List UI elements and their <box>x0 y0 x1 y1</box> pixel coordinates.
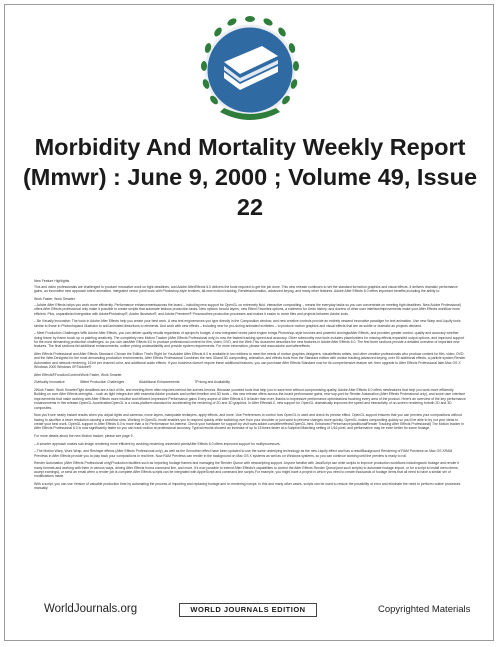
paragraph: – A smarter approach makes sub-image rendering more efficient by avoiding rendering unneeded pixelsAfter Effects 6.0 offers improved support for multiprocessors. <box>34 441 281 446</box>
footer-edition-badge: WORLD JOURNALS EDITION <box>179 603 317 617</box>
footer-site-link[interactable]: WorldJournals.org <box>44 603 138 615</box>
paragraph: After Effects®FunctionContent/Work Faster, Work Smarter <box>34 372 122 377</box>
contents-item: 3Meet Production Challenges <box>79 380 125 385</box>
paragraph: Now you'll see nearly instant results when you adjust lights and cameras, move layers, manipulate textlayers, apply effects, and more. Use Preferences to control how OpenGL is used and check its precise effect. OpenGL support ensures that you can preview your compositions without having to sacrifice a lower resolution causing a workflow slow. Working in OpenGL mode enables you to respond quickly while switching over from your shoulder or just want to preview changes more quickly. OpenGL makes compositing quickly so you'll be able to try out your ideas to create your best work. OpenGL support in After Effects 6.0 is more than a 6x Performance for-interest. Check your hardware for support by visit www.adobe.com/aftereffects/OpenGL.html. Enhanced Performance(anditionalRender Tracking After Effects Professional) The Motion tracker in After Effects Professional 6.0 is now significantly faster so you can track motion at professional accuracy. Typical results showed an increase of up to 15 times faster at a Subpixel Matching setting of 1/16 pixel, and performance may be even better for some footage. <box>34 413 464 431</box>
paragraph: With a script, you can use Version of valuable production time by automating the process of importing and replacing footage and re-rendering comps. In this and many other cases, scripts can be used to reduce the possibility of error and eliminate the need to perform routine processes manually. <box>34 482 461 491</box>
paragraph: 2Work Faster, Work SmarterTight deadlines are a fact of life, and meeting them often requires behind-the-scenes heroics. Because youneed tools that help you to save time without compromising quality, Adobe After Effects 6.0 offers newfeatures that help you work more efficiently. Building on core After Effects strengths – such as tight integra-tion with essential Adobe products and unified timeline and 3D tools – this new release offers across-the-board performance gains, new sup-port for Render Automation (After Effects Professional only), and some user interface improvements that make working with After Effects more intuitive and efficient.Impressive Performance gains Every aspect of After Effects 6.0 is faster than ever, thanks to impressive performance optimizations touching every area of the product. Here's an overview of the key performance enhancements in this release.OpenGL AccelerationOpenGL is a cross-platform standard for accelerating the rendering of 2D and 3D graphics. In After Effects6.0, new support for OpenGL dramatically improves the speed and interactivity of on-screen rendering forboth 2D and 3D composites. <box>34 388 466 410</box>
paragraph: After Effects Professional and After Effects Standard: Choose the Edition That's Right for YouAdobe After Effects 6.0 is available in two editions to meet the needs of motion graphics designers, visualeffects artists, and other creative professionals who produce content for film, video, DVD, and the Web.Designed for the most demanding production environments, After Effects Professional Combines the new 3Dand 3D compositing, animation, and effects tools from the Standard edition with motion tracking,advanced keying, over 50 additional effects, a particle system,Render Automation and network rendering, 16 bit per channel color, and additional audio effects. If your business doesn't require these additional features, you can purchase After Effects Standard now for its comprehensive feature set, then upgrade to After Effects Professional later.Mac OS X Windows 2000 Windows XP©Adobe® <box>34 352 466 370</box>
paragraph: – The Motion Warp, Work Wrap, and Reshape effects (After Effects Professional only), as well as the Smoothen effect have been updated to use the same underlying technology as the new Liquify effect and has a resultBackground Rendering of RAM Previews on Mac OS XRAM Previews in After Effects provide you to play back your compositions in real time. Now RAM Previews can render in the background on Mac OS X systems as well as on Windows systems, so you can continue working until the preview is ready to roll. <box>34 449 453 458</box>
paragraph: – Adobe After Effects helps you work more efficiently. Performance enhancementsacross the board – including new support for OpenGL on extremely fluid, interactive compositing – means the everyday tasks so you can concentrate on meeting tight deadlines. New Adobe Professional) offers After Effects professional only make it possible to create scripts that automate tedious production tasks. New options forcold layers, new Effect Favorites options, a submenu for Undo history, and dozens of other user interfaceimprovements make your After Effects workflow more efficient. Plus, unparalleled integration with AdobePhotoshop®, Adobe Illustrator®, and Adobe Premiere® Prosmoothes production processes and makes it easier to move files and projects between Adobe tools. <box>34 302 461 316</box>
book-seal-logo <box>190 10 310 130</box>
paragraph: Render Automation (After Effects Professional only)Production facilities such as importing footage frames and managing the Render Queue with newscripting support. Anyone familiar with JavaScript can write scripts to improve production workflows includingwork footage and render it many formats and working with them in various ways, driving After Effects froma command line, and more. It's now possible to extend After Effects's capabilities to control the After Effects Render Queue(and such scripts) to automate footage import, or for a script to install menu items, accept earnings), or send an email when a render job is complete.After Effects scripts can be integrated with AppleScript and command line scripts.For example, you might have a project in which you need to create thousands of footage items that all need to have a similar set of modifications made. <box>34 461 460 479</box>
footer-copyright: Copyrighted Materials <box>378 604 471 615</box>
footer <box>4 590 494 640</box>
section-heading: New Feature Highlights <box>34 279 70 283</box>
paragraph: – Meet Production Challenges With Adobe After Effects, you can deliver quality results regardless of aproject's budget. A new integrated vector paint engine brings Photoshop-style brushes and powerful cloningtoAfter Effects, and provides greater control, quality and accuracy whether doing frame by frame touch up or painting creatively. The completely new Motion Tracker (After Effects Professional only) is now the fastest tracking speed and accuracy. Other noteworthy new tools includes placeholders for missing effects,expanded output options, and improved support for the most demanding production challenges, so you can useAfter Effects 6.0 to produce professional content for film, video, DVD, and the Web.This document describes the new features in Adobe After Effects 6.0. The first three sections provide a detailed overview of important new features. The final sections list additional enhancements, outline pricing andavailability and provide system requirements. For more information, please visit www.adobe.com/aftereffects <box>34 331 465 349</box>
section-heading: Work Faster, Work Smarter <box>34 296 75 301</box>
contents-row <box>34 380 466 384</box>
contents-item: 2Ivirtually Innovative <box>34 380 65 385</box>
article-body <box>34 279 466 494</box>
paragraph: – Be Visually Innovative: The tools in Adobe After Effects help you create your best work. A new text enginemoves you type directly in the Composition window, and new creative controls provide an entirely newand innovative paradigm for text animation. Use new Warp and Liquify tools similar to those in Photoshopand Illustrator to add animated distortions to elements. And work with new effects – including new for pro-during animated scribbles – to produce motion graphics and visual effects that are as subtle or dramatic as projects demand. <box>34 319 461 328</box>
paragraph: For more details about the new Motion tracker, please see page 9. <box>34 434 134 439</box>
paragraph: This and video professionals are challenged to produce innovative work on tight deadlines, and Adobe AfterEffects 6.0 delivers the tools required to get the job done. This new release continues to set the standard formotion graphics and visual effects. It delivers dramatic performance gains, an innovative new approach totext animation, integrated vector paint tools with Photoshop-style brushes, all-new motion tracking, Renderautomation, advanced keying, and many other features. Adobe After Effects 6.0 offers important benefits,including the ability to: <box>34 284 458 294</box>
contents-item: 7Pricing and Availability <box>194 380 230 385</box>
document-title: Morbidity And Mortality Weekly Report (Mmwr) : June 9, 2000 ; Volume 49, Issue 22 <box>22 134 478 220</box>
contents-item: 6Additional Enhancements <box>139 380 180 385</box>
